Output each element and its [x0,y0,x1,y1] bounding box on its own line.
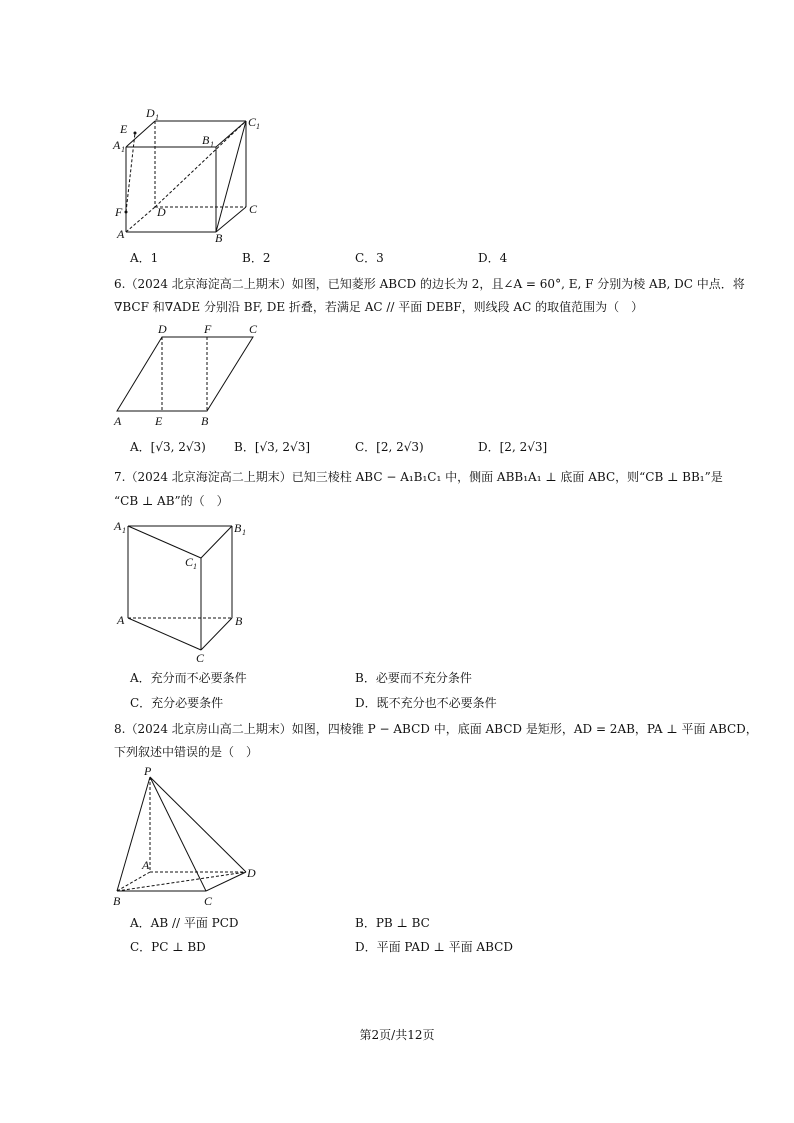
q5-option-a: A．1 [130,251,159,265]
q6-stem-line1: 6.（2024 北京海淀高二上期末）如图，已知菱形 ABCD 的边长为 2，且∠A = 60°, E, F 分别为棱 AB, DC 中点．将 [114,277,745,291]
svg-text:1: 1 [210,140,214,149]
q8-stem-line2: 下列叙述中错误的是（ ） [114,745,259,759]
q5-option-b: B．2 [242,251,271,265]
label-f: F [115,205,123,219]
label-b: B [113,894,121,908]
label-a1: A [114,519,122,533]
label-a: A [142,858,150,872]
svg-text:1: 1 [242,528,246,537]
label-b: B [201,414,209,428]
q6-option-c: C．[2, 2√3) [355,440,424,454]
svg-text:1: 1 [122,526,126,535]
label-c1: C [185,555,194,569]
label-d1: D [146,106,155,120]
label-c1: C [248,115,257,129]
label-a: A [114,414,122,428]
label-f: F [204,322,212,336]
label-a: A [117,227,125,241]
label-b: B [215,231,223,245]
svg-text:1: 1 [155,113,159,122]
q7-option-b: B．必要而不充分条件 [355,671,472,685]
svg-text:1: 1 [121,145,125,154]
label-d: D [157,205,166,219]
label-p: P [144,764,152,778]
page-number-footer: 第2页/共12页 [359,1028,435,1042]
label-e: E [120,122,128,136]
q7-stem-line1: 7.（2024 北京海淀高二上期末）已知三棱柱 ABC − A₁B₁C₁ 中，侧面 ABB₁A₁ ⊥ 底面 ABC，则“CB ⊥ BB₁”是 [114,470,723,484]
label-a: A [117,613,125,627]
svg-text:1: 1 [256,122,260,131]
label-d: D [247,866,256,880]
label-b: B [235,614,243,628]
label-d: D [158,322,167,336]
q7-option-c: C．充分必要条件 [130,696,224,710]
label-a1: A [113,138,121,152]
q6-option-b: B．[√3, 2√3] [234,440,311,454]
q6-option-a: A．[√3, 2√3) [130,440,206,454]
label-e: E [155,414,163,428]
q6-option-d: D．[2, 2√3] [478,440,548,454]
label-c: C [196,651,205,665]
q7-stem-line2: “CB ⊥ AB”的（ ） [114,494,229,508]
label-c: C [204,894,213,908]
q8-option-b: B．PB ⊥ BC [355,916,430,930]
label-c: C [249,202,258,216]
label-c: C [249,322,258,336]
svg-text:1: 1 [193,562,197,571]
q5-option-d: D．4 [478,251,508,265]
q5-option-c: C．3 [355,251,384,265]
label-b1: B [202,133,210,147]
q7-option-a: A．充分而不必要条件 [130,671,247,685]
q8-option-c: C．PC ⊥ BD [130,940,206,954]
q8-stem-line1: 8.（2024 北京房山高二上期末）如图，四棱锥 P − ABCD 中，底面 ABCD 是矩形，AD = 2AB，PA ⊥ 平面 ABCD， [114,722,758,736]
q7-option-d: D．既不充分也不必要条件 [355,696,497,710]
q8-option-d: D．平面 PAD ⊥ 平面 ABCD [355,940,513,954]
q8-option-a: A．AB // 平面 PCD [130,916,239,930]
label-b1: B [234,521,242,535]
q6-stem-line2: ∇BCF 和∇ADE 分别沿 BF, DE 折叠，若满足 AC // 平面 DEBF，则线段 AC 的取值范围为（ ） [114,300,644,314]
